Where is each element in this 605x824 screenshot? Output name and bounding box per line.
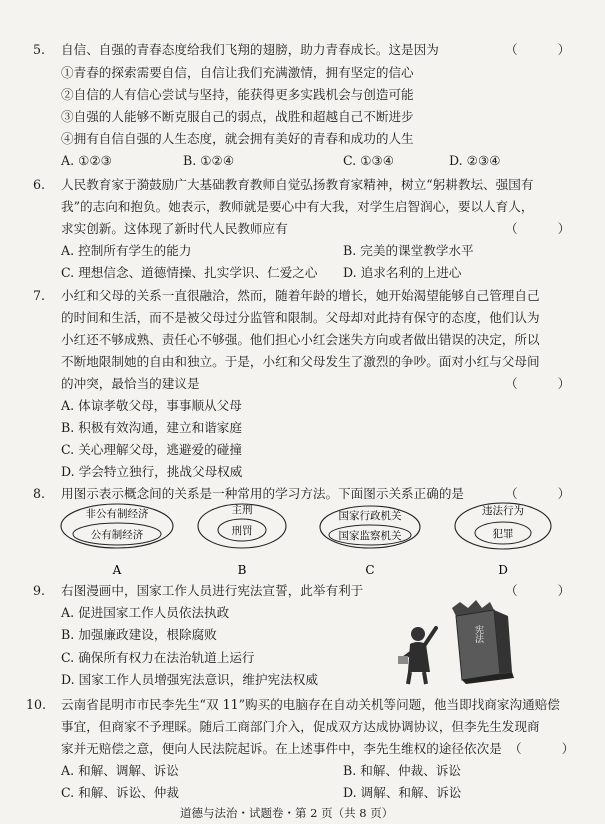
q9-oath-cartoon: [390, 594, 540, 686]
q7-option-d[interactable]: D. 学会特立独行，挑战父母权威: [61, 464, 243, 479]
cartoon-constitution-label: 宪法: [473, 625, 483, 643]
q5-item-3: ③自强的人能够不断克服自己的弱点，战胜和超越自己不断进步: [61, 109, 414, 124]
q10-option-c[interactable]: C. 和解、诉讼、仲裁: [61, 785, 179, 800]
q7-stem-line-1: 小红和父母的关系一直很融洽，然而，随着年龄的增长，她开始渴望能够自己管理自己: [61, 288, 540, 303]
q8-concept-diagrams: [55, 500, 555, 580]
q7-stem-line-4: 不断地限制她的自由和独立。于是，小红和父母发生了激烈的争吵。面对小红与父母间: [61, 354, 540, 369]
page-footer: 道德与法治・试题卷・第 2 页（共 8 页）: [180, 806, 394, 820]
q9-stem: 右图漫画中，国家工作人员进行宪法宣誓，此举有利于: [61, 583, 364, 598]
q5-stem: 自信、自强的青春态度给我们飞翔的翅膀，助力青春成长。这是因为: [61, 42, 439, 57]
q7-option-b[interactable]: B. 积极有效沟通，建立和谐家庭: [61, 420, 242, 435]
q5-answer-paren[interactable]: （ ）: [505, 42, 589, 57]
q9-option-a[interactable]: A. 促进国家工作人员依法执政: [61, 605, 230, 620]
diagram-d[interactable]: [455, 503, 551, 577]
q6-answer-paren[interactable]: （ ）: [505, 221, 589, 236]
q7-stem-line-5: 的冲突，最恰当的建议是: [61, 376, 200, 391]
q10-stem-line-3: 家并无赔偿之意，便向人民法院起诉。在上述事件中，李先生维权的途径依次是: [61, 741, 502, 756]
diagram-b-inner-label: 刑罚: [231, 525, 253, 537]
q9-number: 9.: [33, 583, 46, 598]
q10-answer-paren[interactable]: （ ）: [509, 741, 593, 756]
q7-option-a[interactable]: A. 体谅孝敬父母，事事顺从父母: [61, 398, 242, 413]
q5-item-1: ①青春的探索需要自信，自信让我们充满激情，拥有坚定的信心: [61, 65, 414, 80]
diagram-a-inner-label: 公有制经济: [90, 529, 144, 541]
q5-option-c[interactable]: C. ①③④: [343, 153, 395, 168]
q5-option-b[interactable]: B. ①②④: [183, 153, 235, 168]
q7-option-c[interactable]: C. 关心理解父母，逃避爱的碰撞: [61, 442, 242, 457]
diagram-c-letter: C: [365, 563, 375, 577]
q9-option-c[interactable]: C. 确保所有权力在法治轨道上运行: [61, 650, 255, 665]
constitution-monument-icon: [452, 600, 514, 684]
q10-option-b[interactable]: B. 和解、仲裁、诉讼: [343, 763, 462, 778]
diagram-c-outer-label: 国家行政机关: [338, 510, 402, 522]
q10-number: 10.: [26, 697, 47, 712]
q6-stem-line-2: 我”的志向和抱负。她表示，教师就是要心中有大我，对学生启智润心，要以人育人，: [61, 199, 534, 214]
q10-stem-line-1: 云南省昆明市市民李先生“双 11”购买的电脑存在自动关机等问题，他当即找商家沟通赔偿: [61, 697, 560, 712]
diagram-d-inner-label: 犯罪: [492, 528, 514, 540]
q5-item-4: ④拥有自信自强的人生态度，就会拥有美好的青春和成功的人生: [61, 131, 414, 146]
q9-answer-paren[interactable]: （ ）: [505, 583, 589, 598]
diagram-a[interactable]: [61, 504, 173, 577]
q10-option-d[interactable]: D. 调解、和解、诉讼: [343, 785, 462, 800]
q10-option-a[interactable]: A. 和解、调解、诉讼: [61, 763, 179, 778]
q7-stem-line-2: 的时间和生活，而不是被父母过分监管和限制。父母却对此持有保守的态度，他们认为: [61, 310, 540, 325]
q8-stem: 用图示表示概念间的关系是一种常用的学习方法。下面图示关系正确的是: [61, 486, 464, 501]
q7-answer-paren[interactable]: （ ）: [505, 376, 589, 391]
diagram-c[interactable]: [320, 506, 420, 577]
q7-stem-line-3: 小红还不够成熟、责任心不够强。他们担心小红会迷失方向或者做出错误的决定，所以: [61, 332, 540, 347]
diagram-b-letter: B: [237, 563, 247, 577]
q8-number: 8.: [33, 486, 46, 501]
q6-option-a[interactable]: A. 控制所有学生的能力: [61, 243, 192, 258]
q5-option-a[interactable]: A. ①②③: [61, 153, 112, 168]
q5-item-2: ②自信的人有信心尝试与坚持，能获得更多实践机会与创造可能: [61, 87, 414, 102]
q6-option-b[interactable]: B. 完美的课堂教学水平: [343, 243, 474, 258]
q8-answer-paren[interactable]: （ ）: [505, 486, 589, 501]
q5-option-d[interactable]: D. ②③④: [449, 153, 501, 168]
diagram-c-inner-label: 国家监察机关: [338, 530, 402, 542]
q6-option-c[interactable]: C. 理想信念、道德情操、扎实学识、仁爱之心: [61, 265, 318, 280]
q6-number: 6.: [33, 177, 46, 192]
official-figure-icon: [398, 627, 436, 684]
diagram-b-outer-label: 主刑: [231, 504, 253, 516]
diagram-d-outer-label: 违法行为: [482, 505, 524, 517]
q6-stem-line-3: 求实创新。这体现了新时代人民教师应有: [61, 221, 288, 236]
q9-option-b[interactable]: B. 加强廉政建设，根除腐败: [61, 627, 217, 642]
q6-stem-line-1: 人民教育家于漪鼓励广大基础教育教师自觉弘扬教育家精神，树立“躬耕教坛、强国有: [61, 177, 534, 192]
diagram-d-letter: D: [498, 563, 508, 577]
q9-option-d[interactable]: D. 国家工作人员增强宪法意识，维护宪法权威: [61, 672, 318, 687]
q7-number: 7.: [33, 288, 46, 303]
diagram-a-letter: A: [112, 563, 122, 577]
q6-option-d[interactable]: D. 追求名利的上进心: [343, 265, 462, 280]
diagram-a-outer-label: 非公有制经济: [85, 508, 149, 520]
diagram-b[interactable]: [198, 503, 286, 577]
q5-number: 5.: [33, 42, 46, 57]
q10-stem-line-2: 事宜，但商家不予理睬。随后工商部门介入，促成双方达成协调协议，但李先生发现商: [61, 719, 540, 734]
